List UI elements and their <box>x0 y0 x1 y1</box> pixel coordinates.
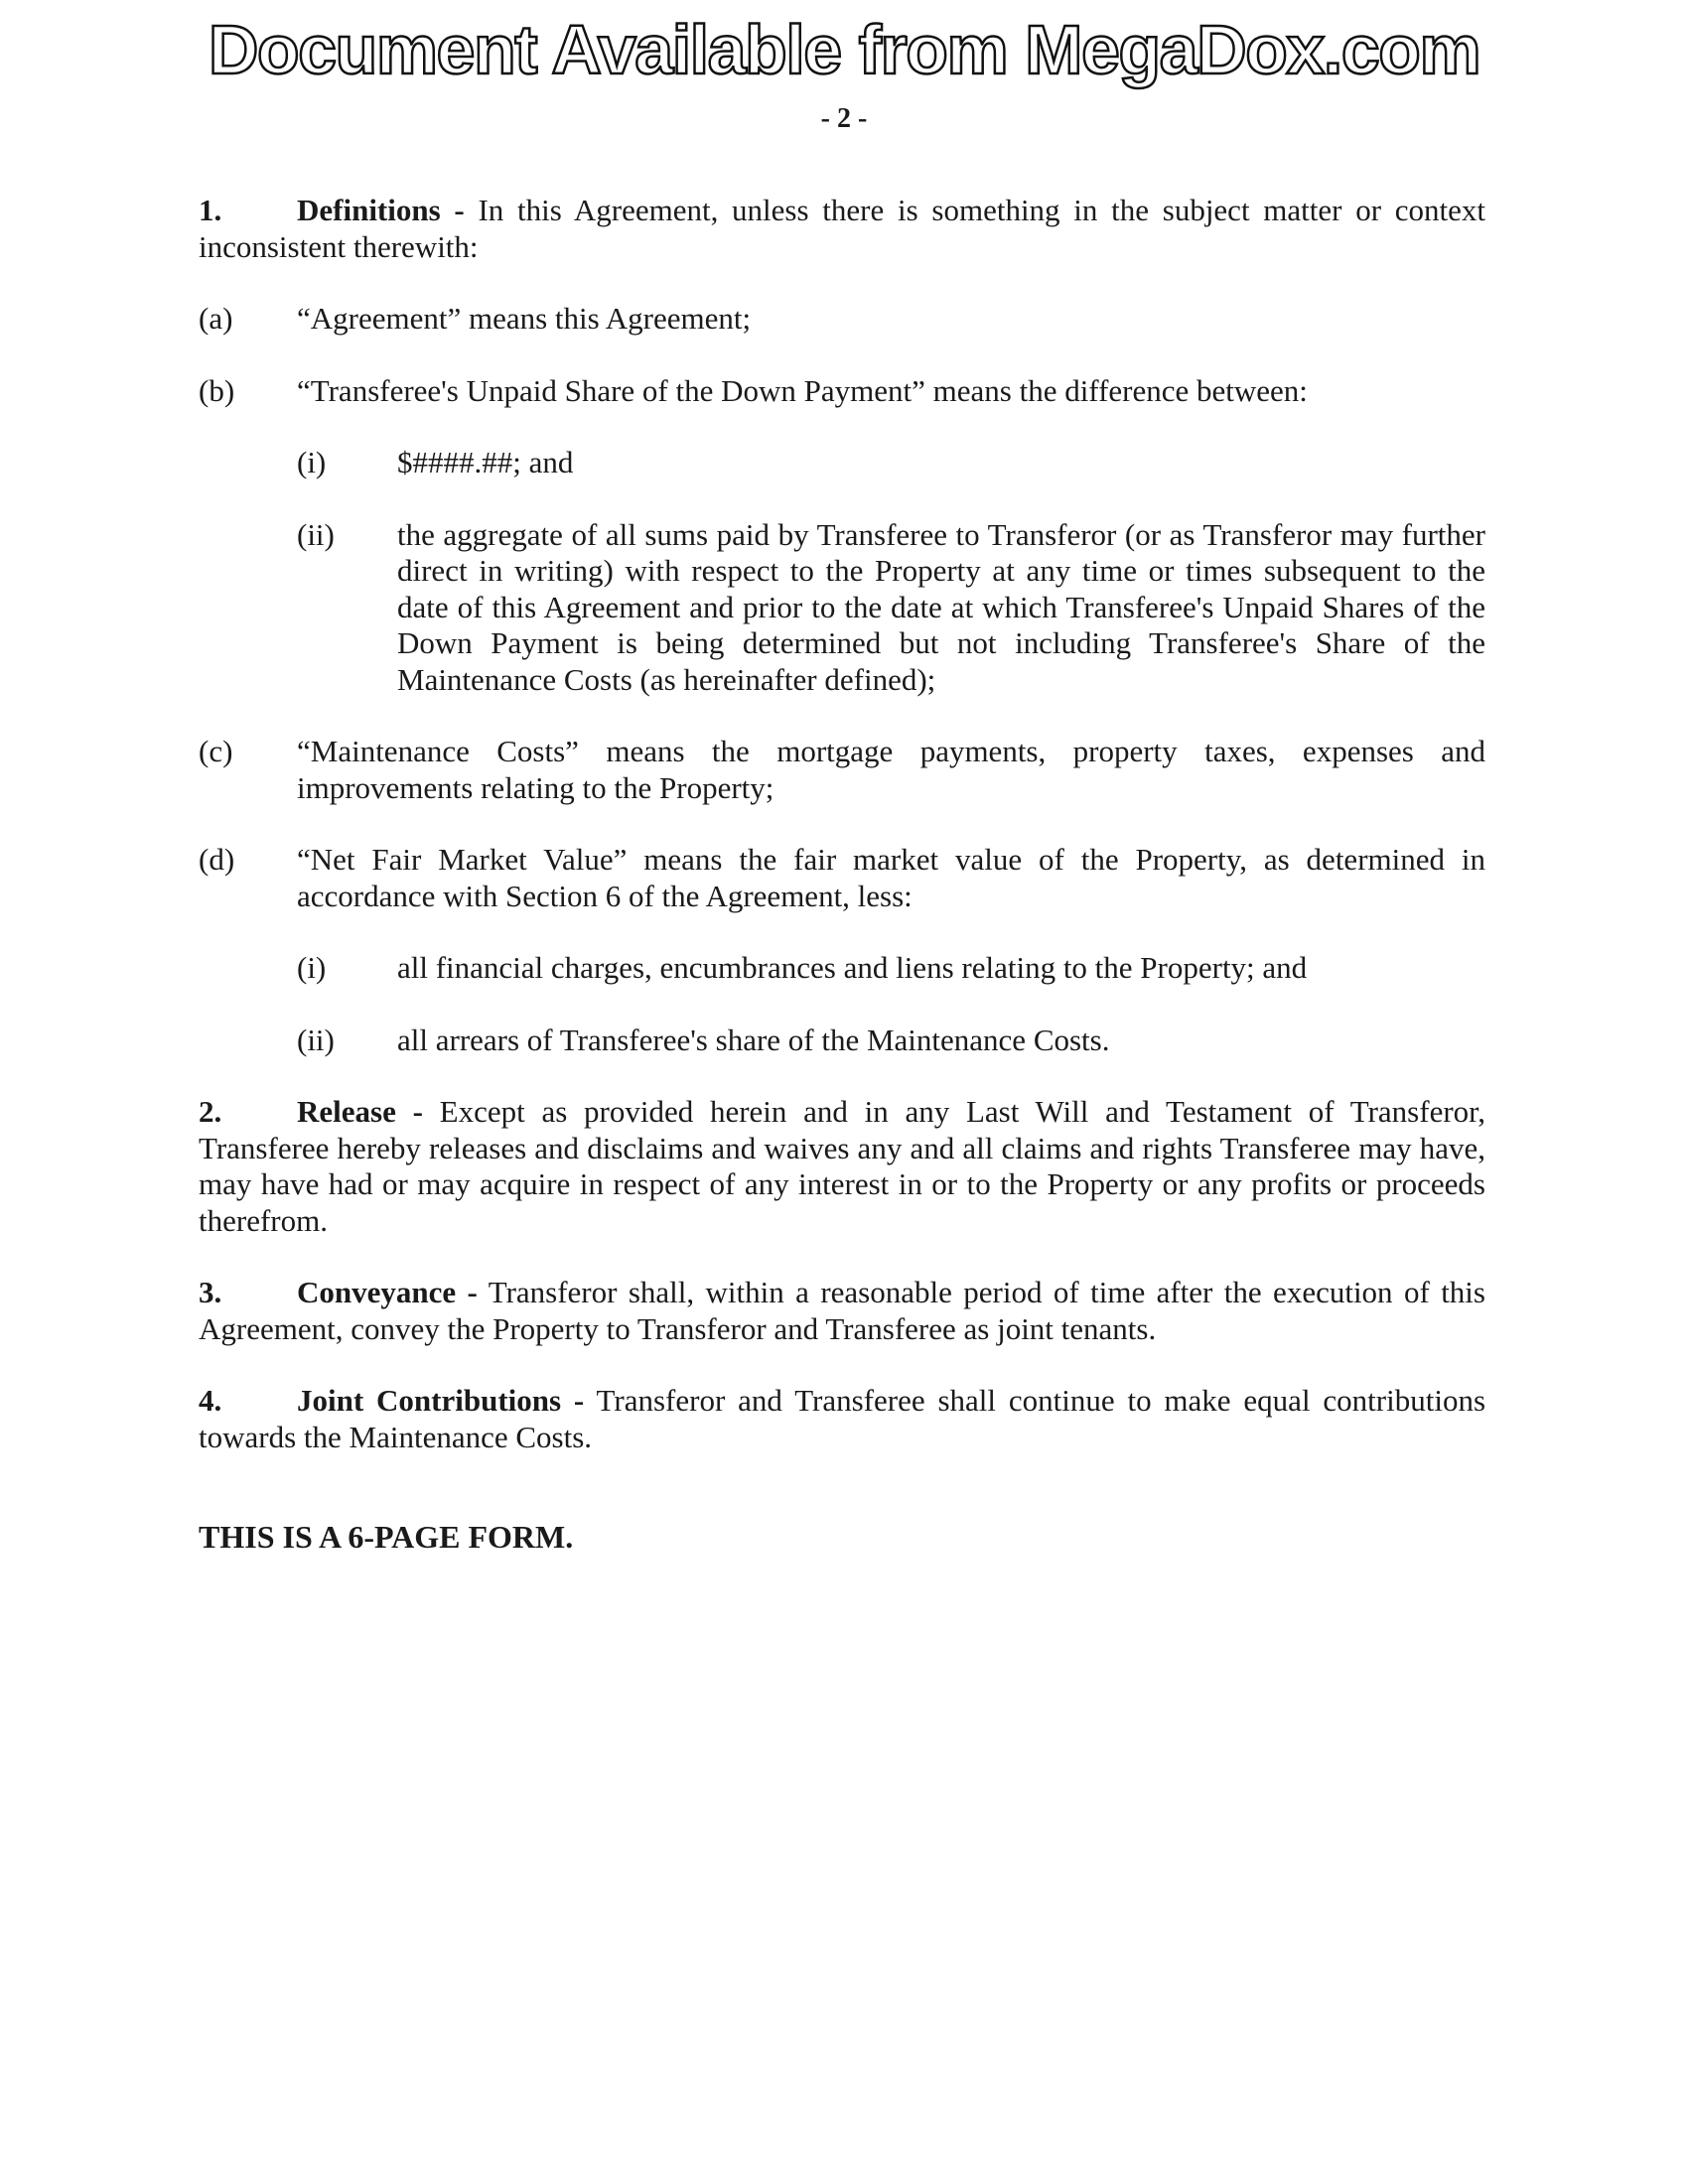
definition-d-ii <box>199 1023 1485 1059</box>
section-conveyance <box>199 1275 1485 1347</box>
subitem-marker: (ii) <box>297 516 335 552</box>
section-text: Transferor shall, within a reasonable period of time after the execution of this Agreement, convey the Property to Transferor and Transferee as joint tenants. <box>199 1275 1485 1346</box>
section-number: 1. <box>199 193 222 227</box>
definition-d <box>199 842 1485 914</box>
subitem-text: all arrears of Transferee's share of the Maintenance Costs. <box>397 1022 1110 1057</box>
section-number: 3. <box>199 1275 222 1309</box>
definition-b <box>199 373 1485 410</box>
subitem-text: the aggregate of all sums paid by Transferee to Transferor (or as Transferor may further direct in writing) with respect to the Property at any time or times subsequent to the date of this Agreement and prior to the date at which Transferee's Unpaid Shares of the Down Payment is being determined but not including Transferee's Share of the Maintenance Costs (as hereinafter defined); <box>397 516 1485 697</box>
section-joint-contributions <box>199 1383 1485 1455</box>
section-title: Conveyance - <box>297 1275 478 1309</box>
section-text: Transferor and Transferee shall continue to make equal contributions towards the Maintenance Costs. <box>199 1383 1486 1454</box>
item-text: “Transferee's Unpaid Share of the Down Payment” means the difference between: <box>297 372 1308 408</box>
section-number: 4. <box>199 1383 222 1418</box>
definition-c <box>199 734 1485 806</box>
item-marker: (c) <box>199 734 233 768</box>
subitem-text: $####.##; and <box>397 445 574 479</box>
item-marker: (a) <box>199 301 233 336</box>
item-text: “Agreement” means this Agreement; <box>297 301 752 336</box>
section-release <box>199 1094 1485 1239</box>
item-marker: (d) <box>199 842 235 877</box>
item-text: “Maintenance Costs” means the mortgage payments, property taxes, expenses and improvements relating to the Property; <box>297 734 1485 805</box>
definition-d-i <box>199 950 1485 987</box>
definition-b-i <box>199 445 1485 481</box>
watermark-banner: Document Available from MegaDox.com <box>208 11 1480 88</box>
document-body <box>199 193 1485 1556</box>
subitem-marker: (ii) <box>297 1022 335 1057</box>
section-text: Except as provided herein and in any Last Will and Testament of Transferor, Transferee hereby releases and disclaims and waives any and all claims and rights Transferee may have, may have had or may acquire in respect of any interest in or to the Property or any profits or proceeds therefrom. <box>199 1094 1485 1238</box>
section-title: Release - <box>297 1094 423 1129</box>
definition-b-ii <box>199 517 1485 699</box>
subitem-text: all financial charges, encumbrances and liens relating to the Property; and <box>397 950 1308 985</box>
section-title: Joint Contributions - <box>297 1383 585 1418</box>
definition-a <box>199 301 1485 338</box>
form-length-notice: THIS IS A 6-PAGE FORM. <box>199 1519 574 1555</box>
item-text: “Net Fair Market Value” means the fair market value of the Property, as determined in accordance with Section 6 of the Agreement, less: <box>297 842 1485 913</box>
page-number: - 2 - <box>820 103 868 134</box>
item-marker: (b) <box>199 372 235 408</box>
section-text: In this Agreement, unless there is something in the subject matter or context inconsistent therewith: <box>199 193 1486 264</box>
section-definitions <box>199 193 1485 265</box>
subitem-marker: (i) <box>297 950 327 985</box>
subitem-marker: (i) <box>297 445 327 479</box>
section-number: 2. <box>199 1094 222 1129</box>
section-title: Definitions - <box>297 193 465 227</box>
